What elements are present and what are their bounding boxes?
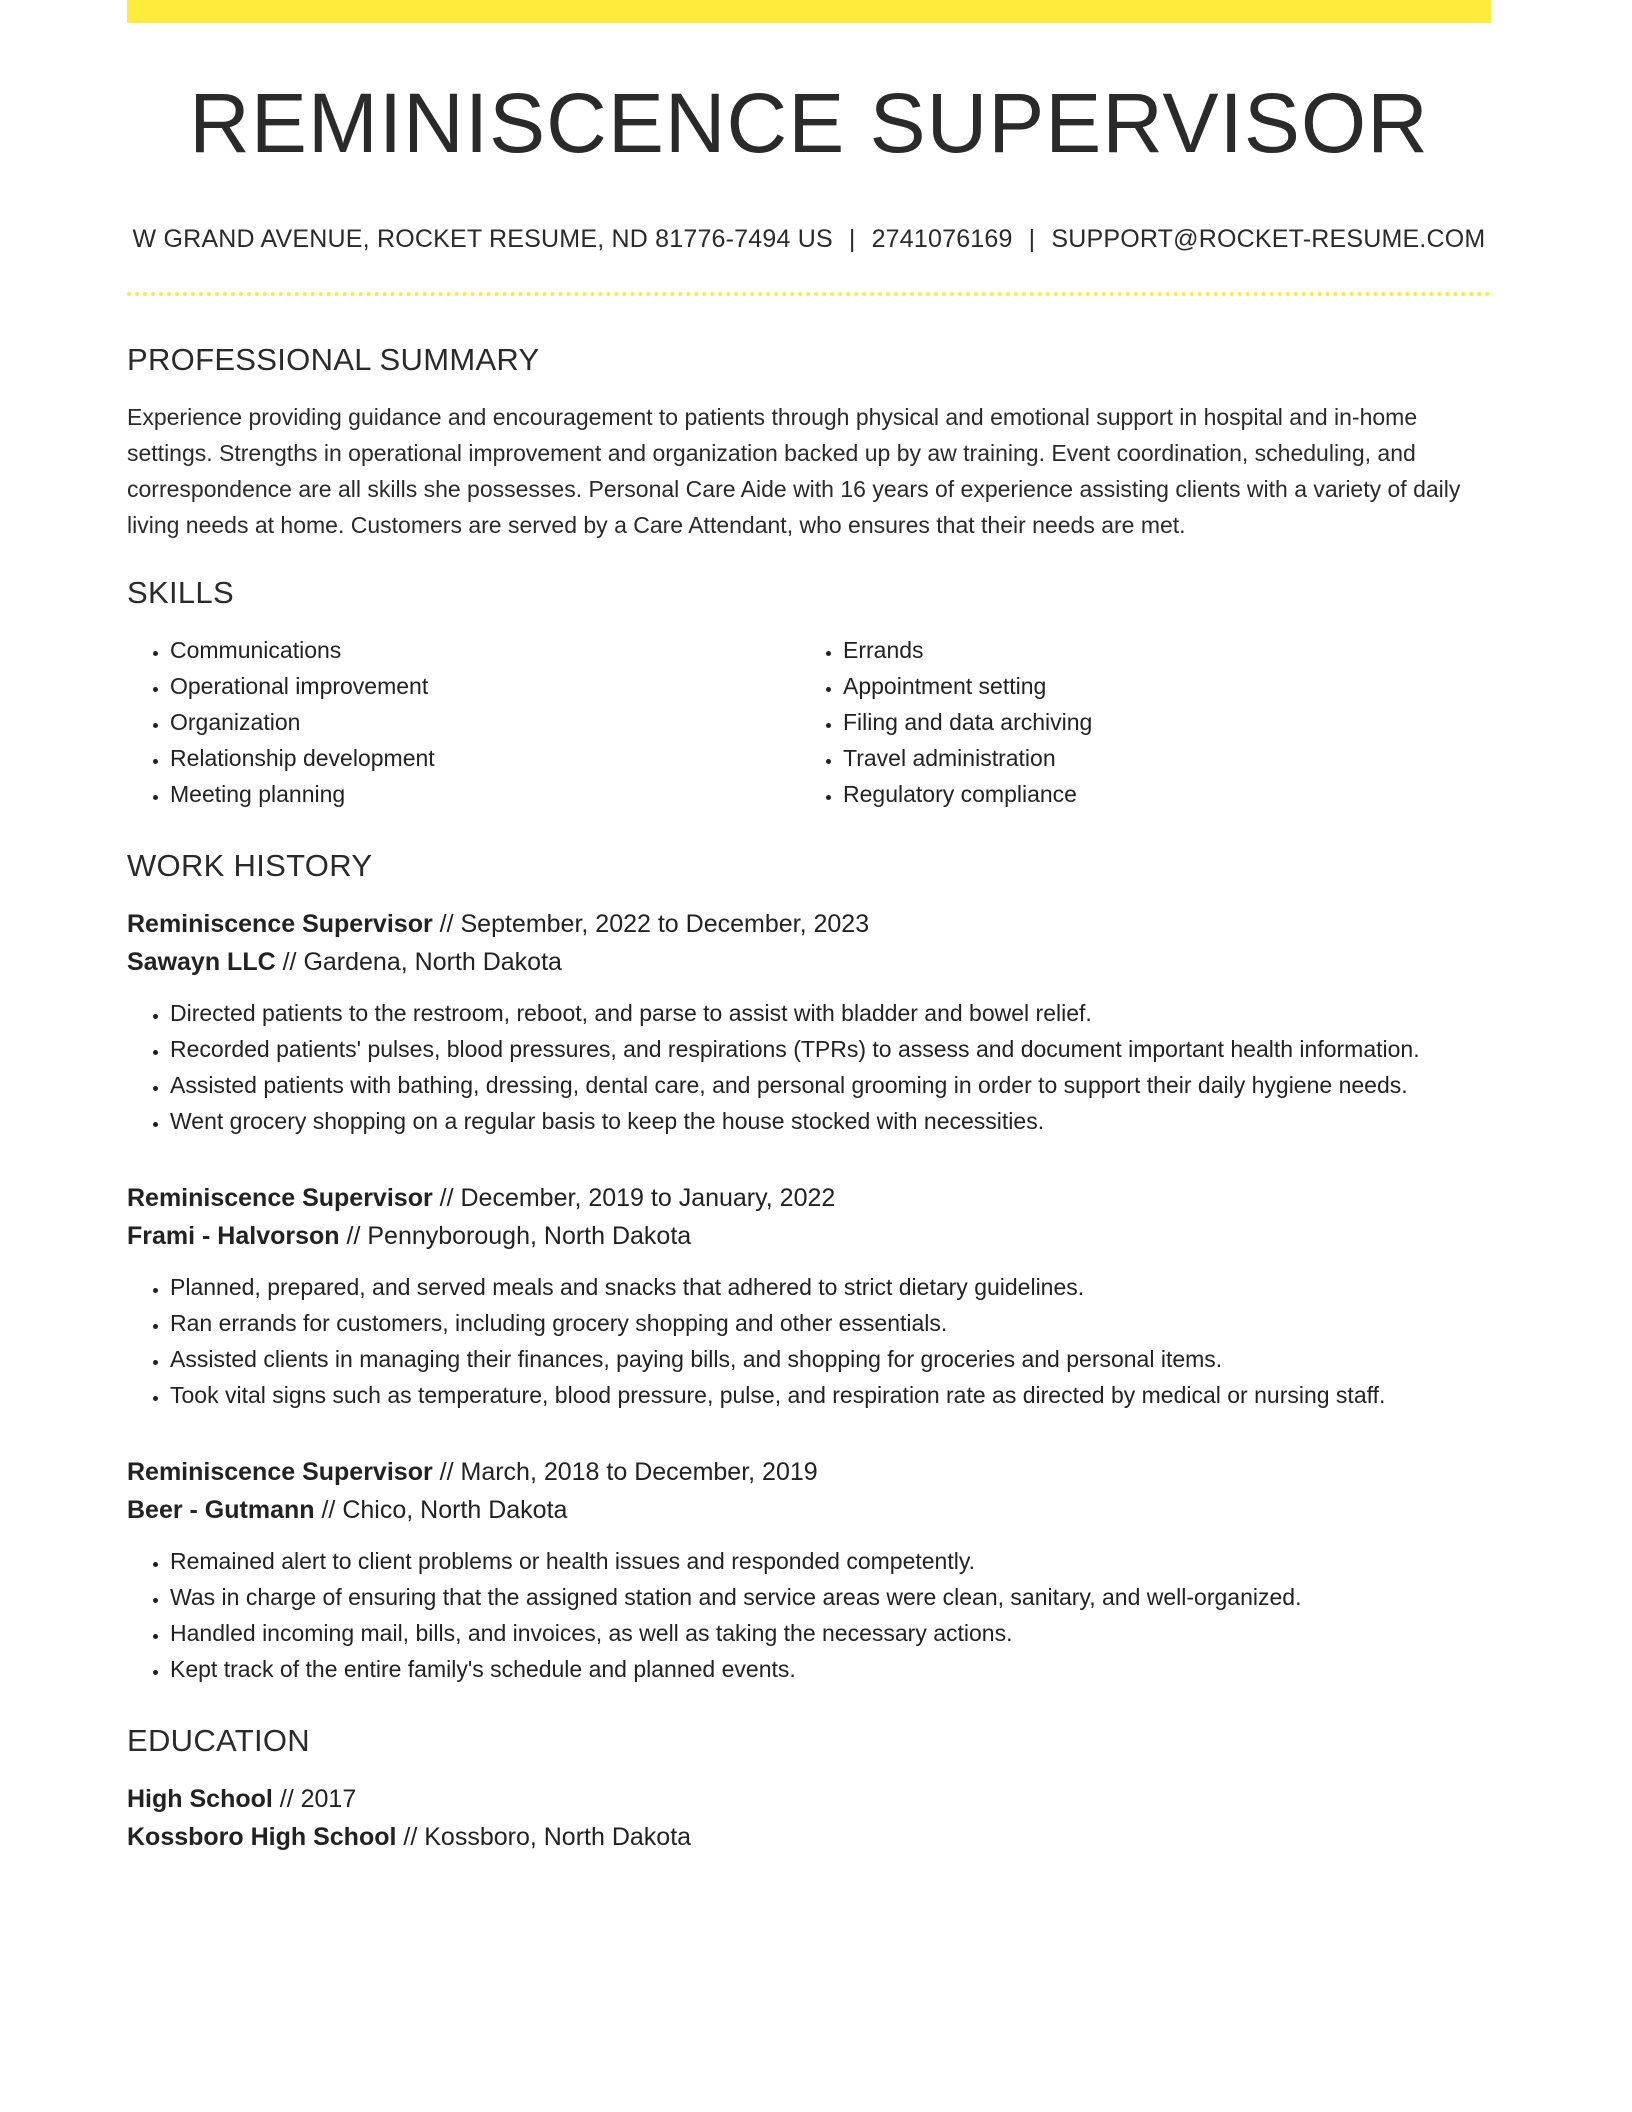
- accent-top-bar: [127, 0, 1491, 23]
- job-bullet: • Recorded patients' pulses, blood pressures, and respirations (TPRs) to assess and document important health information.: [170, 1031, 1491, 1067]
- job-bullet: • Remained alert to client problems or health issues and responded competently.: [170, 1543, 1491, 1579]
- summary-heading: PROFESSIONAL SUMMARY: [127, 342, 540, 377]
- job-location: Gardena, North Dakota: [303, 948, 562, 976]
- contact-address: W GRAND AVENUE, ROCKET RESUME, ND 81776-7494 US: [132, 225, 833, 253]
- job-location: Chico, North Dakota: [342, 1496, 568, 1524]
- job-company-line: [127, 943, 1491, 981]
- field-separator: //: [432, 1458, 461, 1486]
- job-bullet: • Directed patients to the restroom, reboot, and parse to assist with bladder and bowel relief.: [170, 995, 1491, 1031]
- job-entry: [127, 905, 1491, 1139]
- resume-content: [127, 0, 1491, 1856]
- job-company-line: [127, 1491, 1491, 1529]
- job-title: Reminiscence Supervisor: [127, 910, 433, 938]
- job-company: Sawayn LLC: [127, 948, 276, 976]
- job-company-line: [127, 1217, 1491, 1255]
- summary-text: Experience providing guidance and encouragement to patients through physical and emotional support in hospital and in-home settings. Strengths in operational improvement and organization backed up by aw training. Event coordination, scheduling, and correspondence are all skills she possesses. Personal Care Aide with 16 years of experience assisting clients with a variety of daily living needs at home. Customers are served by a Care Attendant, who ensures that their needs are met.: [127, 404, 1461, 538]
- job-title-line: [127, 1453, 1491, 1491]
- job-company: Beer - Gutmann: [127, 1496, 315, 1524]
- education-entry: [127, 1780, 1491, 1856]
- job-dates: September, 2022 to December, 2023: [460, 910, 870, 938]
- job-bullet: • Was in charge of ensuring that the assigned station and service areas were clean, sanitary, and well-organized.: [170, 1579, 1491, 1615]
- job-bullet: • Took vital signs such as temperature, blood pressure, pulse, and respiration rate as directed by medical or nursing staff.: [170, 1377, 1491, 1413]
- job-bullet: • Assisted patients with bathing, dressing, dental care, and personal grooming in order to support their daily hygiene needs.: [170, 1067, 1491, 1103]
- skill-item: • Meeting planning: [170, 776, 800, 812]
- job-bullet: • Went grocery shopping on a regular basis to keep the house stocked with necessities.: [170, 1103, 1491, 1139]
- job-title: Reminiscence Supervisor: [127, 1184, 433, 1212]
- dotted-divider: [127, 292, 1491, 296]
- education-heading: EDUCATION: [127, 1723, 310, 1758]
- skill-item: • Operational improvement: [170, 668, 800, 704]
- field-separator: //: [432, 910, 461, 938]
- job-location: Pennyborough, North Dakota: [367, 1222, 692, 1250]
- skill-item: • Errands: [843, 632, 1463, 668]
- education-degree: High School: [127, 1785, 273, 1813]
- education-school: Kossboro High School: [127, 1823, 397, 1851]
- skill-item: • Organization: [170, 704, 800, 740]
- field-separator: //: [314, 1496, 343, 1524]
- contact-phone: 2741076169: [871, 225, 1013, 253]
- skill-item: • Regulatory compliance: [843, 776, 1463, 812]
- job-bullet: • Assisted clients in managing their finances, paying bills, and shopping for groceries and personal items.: [170, 1341, 1491, 1377]
- job-title: Reminiscence Supervisor: [127, 1458, 433, 1486]
- contact-separator: |: [1028, 225, 1036, 253]
- skills-column-right: [800, 632, 1463, 812]
- job-company: Frami - Halvorson: [127, 1222, 340, 1250]
- education-location: Kossboro, North Dakota: [424, 1823, 692, 1851]
- field-separator: //: [272, 1785, 301, 1813]
- skill-item: • Travel administration: [843, 740, 1463, 776]
- skill-item: • Relationship development: [170, 740, 800, 776]
- job-title-line: [127, 905, 1491, 943]
- job-bullet: • Planned, prepared, and served meals and snacks that adhered to strict dietary guidelines.: [170, 1269, 1491, 1305]
- job-entry: [127, 1453, 1491, 1687]
- job-bullet: • Ran errands for customers, including grocery shopping and other essentials.: [170, 1305, 1491, 1341]
- job-dates: March, 2018 to December, 2019: [460, 1458, 818, 1486]
- education-degree-line: [127, 1780, 1491, 1818]
- job-bullets: [127, 1269, 1491, 1413]
- contact-line: [127, 225, 1491, 254]
- job-bullets: [127, 995, 1491, 1139]
- skills-list: [127, 632, 1491, 812]
- job-bullet: • Kept track of the entire family's schedule and planned events.: [170, 1651, 1491, 1687]
- skill-item: • Filing and data archiving: [843, 704, 1463, 740]
- job-bullet: • Handled incoming mail, bills, and invoices, as well as taking the necessary actions.: [170, 1615, 1491, 1651]
- contact-email: SUPPORT@ROCKET-RESUME.COM: [1051, 225, 1486, 253]
- skill-item: • Appointment setting: [843, 668, 1463, 704]
- job-title-line: [127, 1179, 1491, 1217]
- education-year: 2017: [300, 1785, 357, 1813]
- field-separator: //: [396, 1823, 425, 1851]
- field-separator: //: [275, 948, 304, 976]
- skills-heading: SKILLS: [127, 575, 234, 610]
- job-bullets: [127, 1543, 1491, 1687]
- job-dates: December, 2019 to January, 2022: [460, 1184, 836, 1212]
- education-school-line: [127, 1818, 1491, 1856]
- skills-column-left: [127, 632, 800, 812]
- resume-name-title: REMINISCENCE SUPERVISOR: [189, 76, 1429, 170]
- field-separator: //: [339, 1222, 368, 1250]
- work-history-heading: WORK HISTORY: [127, 848, 373, 883]
- field-separator: //: [432, 1184, 461, 1212]
- skill-item: • Communications: [170, 632, 800, 668]
- contact-separator: |: [848, 225, 856, 253]
- job-entry: [127, 1179, 1491, 1413]
